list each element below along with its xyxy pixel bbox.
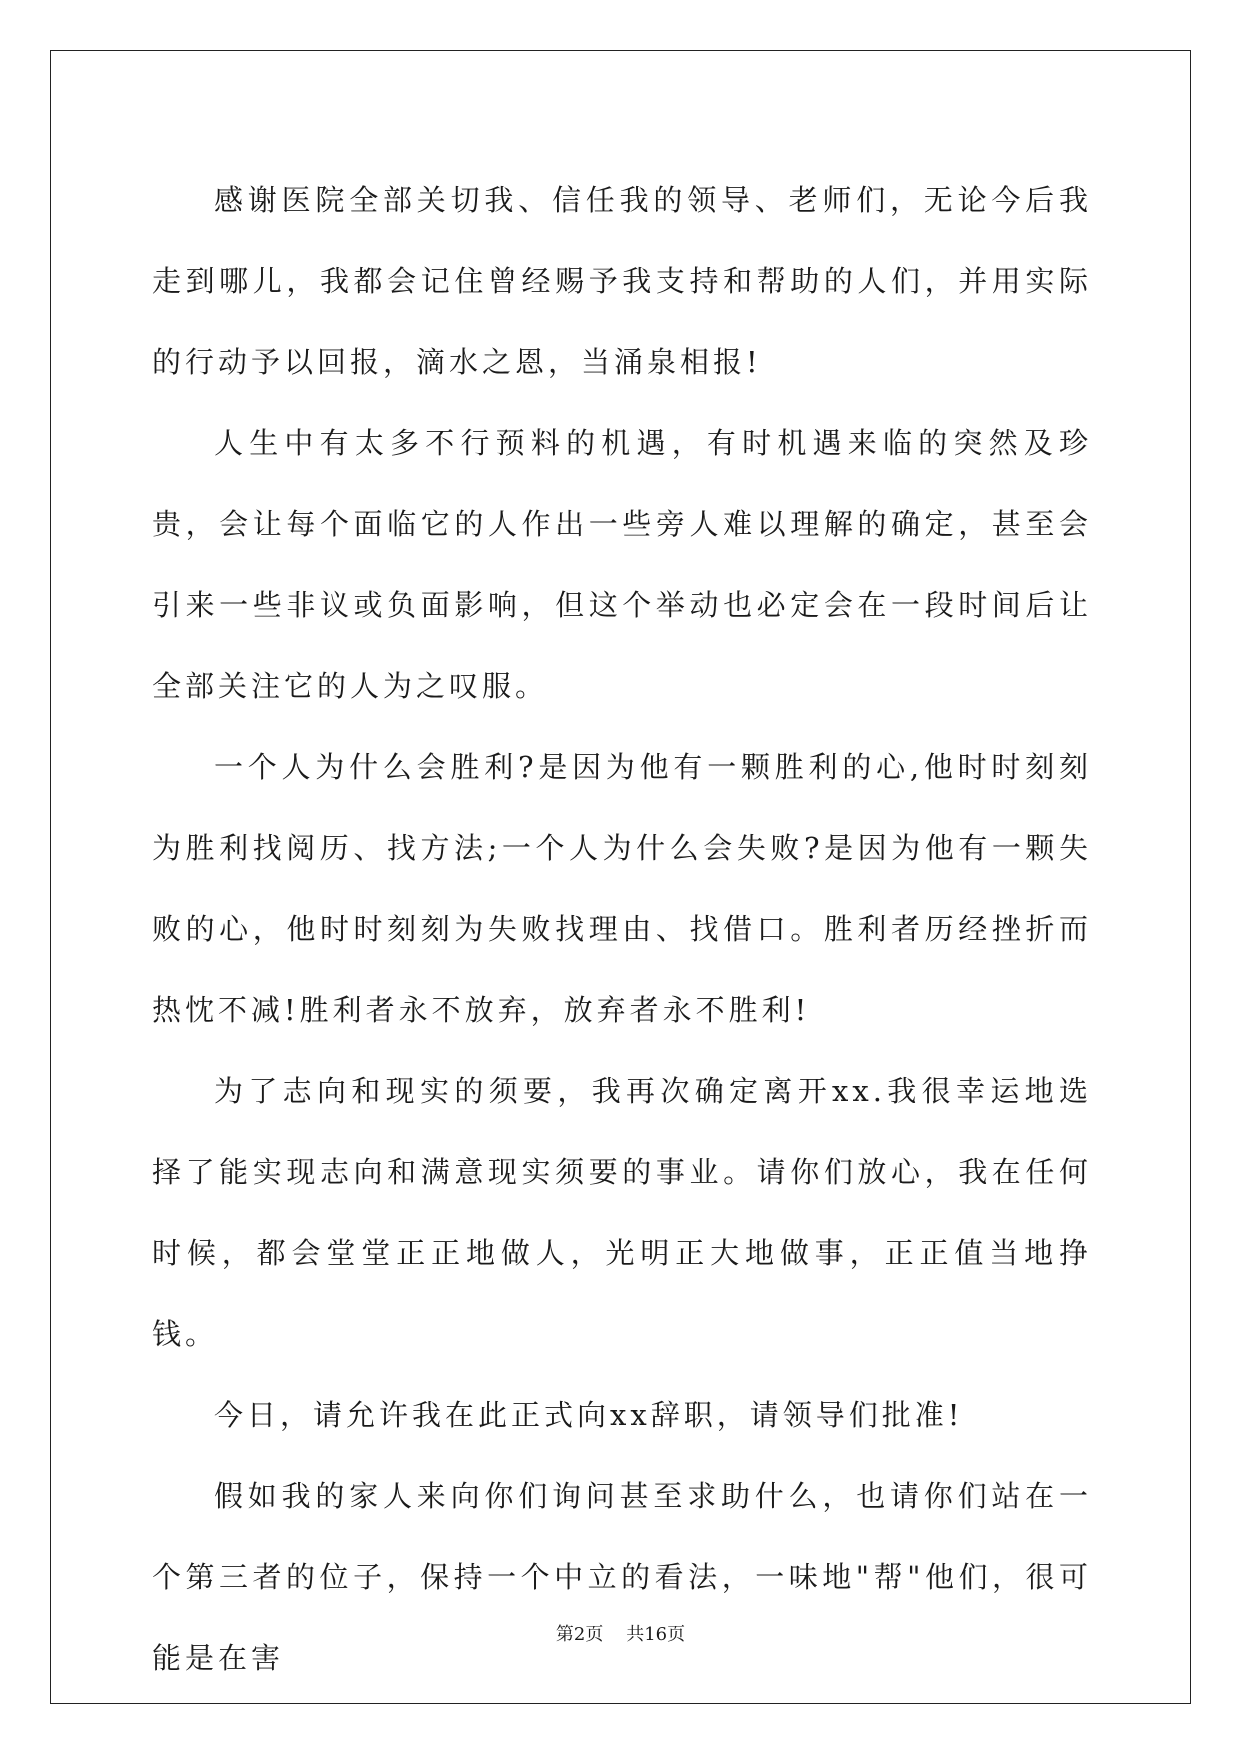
paragraph-6: 假如我的家人来向你们询问甚至求助什么，也请你们站在一个第三者的位子，保持一个中立的看法，一味地"帮"他们，很可能是在害 xyxy=(152,1479,1092,1675)
paragraph-2: 人生中有太多不行预料的机遇，有时机遇来临的突然及珍贵，会让每个面临它的人作出一些旁人难以理解的确定，甚至会引来一些非议或负面影响，但这个举动也必定会在一段时间后让全部关注它的人为之叹服。 xyxy=(152,426,1092,703)
paragraph-1: 感谢医院全部关切我、信任我的领导、老师们，无论今后我走到哪儿，我都会记住曾经赐予我支持和帮助的人们，并用实际的行动予以回报，滴水之恩，当涌泉相报! xyxy=(152,183,1092,379)
paragraph-5: 今日，请允许我在此正式向xx辞职，请领导们批准! xyxy=(214,1398,964,1432)
paragraph-4: 为了志向和现实的须要，我再次确定离开xx.我很幸运地选择了能实现志向和满意现实须要的事业。请你们放心，我在任何时候，都会堂堂正正地做人，光明正大地做事，正正值当地挣钱。 xyxy=(152,1074,1092,1351)
page-number-footer: 第2页 共16页 xyxy=(555,1624,686,1645)
document-body xyxy=(152,160,1092,1699)
paragraph-3: 一个人为什么会胜利?是因为他有一颗胜利的心,他时时刻刻为胜利找阅历、找方法;一个人为什么会失败?是因为他有一颗失败的心，他时时刻刻为失败找理由、找借口。胜利者历经挫折而热忱不减!胜利者永不放弃，放弃者永不胜利! xyxy=(152,750,1092,1027)
